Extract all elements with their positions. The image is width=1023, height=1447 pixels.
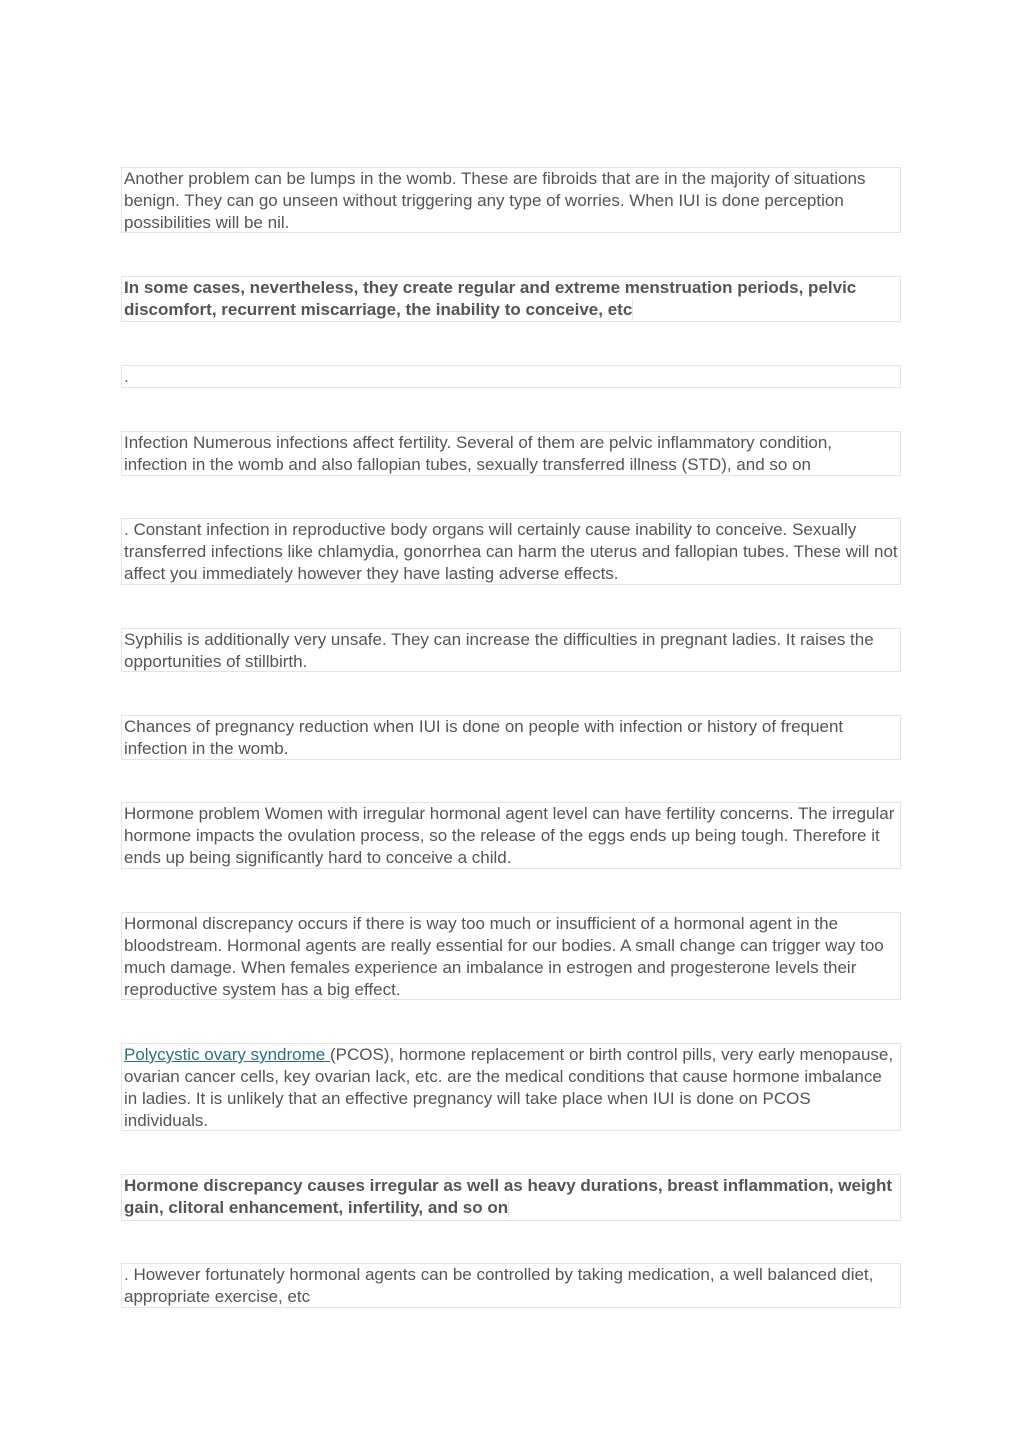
paragraph-text: Chances of pregnancy reduction when IUI is done on people with infection or history of frequent infection in the womb. [124, 717, 844, 758]
paragraph-syphilis [121, 628, 901, 672]
paragraph-pregnancy-reduction [121, 715, 901, 760]
paragraph-dot [121, 365, 901, 388]
pcos-link[interactable]: Polycystic ovary syndrome [124, 1045, 330, 1064]
paragraph-fibroids [121, 167, 901, 233]
paragraph-text: Hormone problem Women with irregular hormonal agent level can have fertility concerns. The irregular hormone impacts the ovulation process, so the release of the eggs ends up being tough. Therefore it ends up being significantly hard to conceive a child. [124, 804, 895, 867]
paragraph-text: Hormone discrepancy causes irregular as well as heavy durations, breast inflammation, weight gain, clitoral enhancement, infertility, and so on [124, 1176, 893, 1217]
paragraph-constant-infection [121, 518, 901, 585]
paragraph-text: . However fortunately hormonal agents can be controlled by taking medication, a well balanced diet, appropriate exercise, etc [124, 1265, 874, 1306]
paragraph-text: (PCOS), hormone replacement or birth control pills, very early menopause, ovarian cancer cells, key ovarian lack, etc. are the medical conditions that cause hormone imbalance in ladies. It is unlikely that an effective pregnancy will take place when IUI is done on PCOS individuals. [124, 1045, 894, 1130]
paragraph-infection [121, 431, 901, 476]
paragraph-text: In some cases, nevertheless, they create regular and extreme menstruation periods, pelvic discomfort, recurrent miscarriage, the inability to conceive, etc [124, 278, 857, 319]
paragraph-text: Syphilis is additionally very unsafe. They can increase the difficulties in pregnant ladies. It raises the opportunities of stillbirth. [124, 630, 874, 671]
paragraph-hormone-control [121, 1263, 901, 1308]
paragraph-text: . Constant infection in reproductive body organs will certainly cause inability to conceive. Sexually transferred infections like chlamydia, gonorrhea can harm the uterus and fallopian tubes. These will not affect you immediately however they have lasting adverse effects. [124, 520, 898, 583]
paragraph-hormonal-discrepancy [121, 912, 901, 1000]
paragraph-text: Another problem can be lumps in the womb. These are fibroids that are in the majority of situations benign. They can go unseen without triggering any type of worries. When IUI is done perception possibilities will be nil. [124, 169, 866, 232]
paragraph-pcos [121, 1043, 901, 1131]
paragraph-text: Infection Numerous infections affect fertility. Several of them are pelvic inflammatory condition, infection in the womb and also fallopian tubes, sexually transferred illness (STD), and so on [124, 433, 833, 474]
paragraph-hormone-problem [121, 802, 901, 869]
paragraph-fibroid-symptoms [121, 276, 901, 322]
paragraph-text: . [124, 367, 129, 386]
paragraph-hormone-symptoms [121, 1174, 901, 1221]
paragraph-text: Hormonal discrepancy occurs if there is way too much or insufficient of a hormonal agent in the bloodstream. Hormonal agents are really essential for our bodies. A small change can trigger way too much damage. When females experience an imbalance in estrogen and progesterone levels their reproductive system has a big effect. [124, 914, 884, 999]
